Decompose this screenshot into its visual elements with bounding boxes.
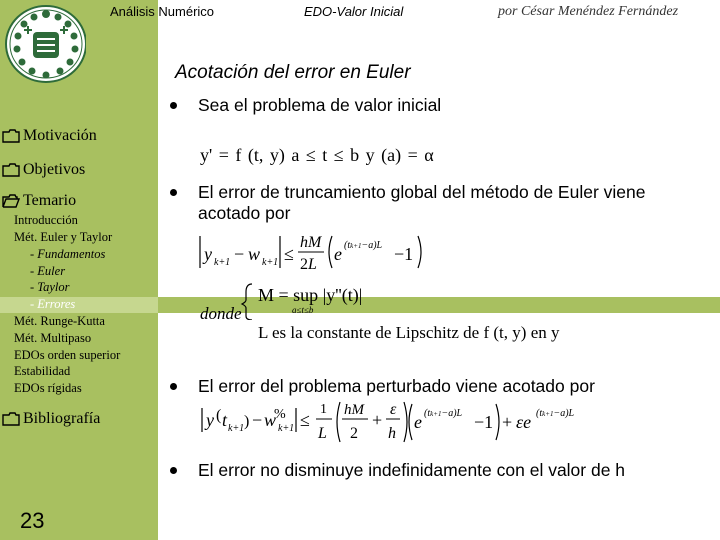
- formula-perturbed-bound: [196, 398, 596, 446]
- svg-text:(tk+1−a)L: (tk+1−a)L: [424, 408, 463, 419]
- svg-text:k+1: k+1: [228, 423, 245, 434]
- temario-introduccion[interactable]: Introducción: [14, 213, 78, 227]
- formula-ivp: y' = f (t, y) a ≤ t ≤ b y (a) = α: [200, 145, 434, 165]
- svg-text:e: e: [334, 244, 342, 264]
- nav-temario[interactable]: [2, 192, 76, 210]
- bullet-dot: [170, 102, 177, 109]
- svg-text:): ): [244, 413, 250, 430]
- svg-text:−: −: [234, 244, 245, 264]
- svg-text:y: y: [204, 244, 212, 264]
- temario-orden-superior[interactable]: EDOs orden superior: [14, 348, 121, 362]
- bullet-dot: [170, 383, 177, 390]
- temario-rigidas[interactable]: EDOs rígidas: [14, 381, 82, 395]
- svg-text:+: +: [372, 410, 383, 430]
- svg-text:ε: ε: [390, 401, 397, 418]
- folder-icon: [2, 129, 20, 143]
- svg-text:e: e: [414, 412, 422, 432]
- svg-text:L: L: [318, 425, 327, 442]
- bullet-dot: [170, 189, 177, 196]
- svg-text:h: h: [388, 425, 396, 442]
- svg-text:+: +: [502, 412, 513, 432]
- svg-text:εe: εe: [516, 412, 532, 432]
- bullet-dot: [170, 467, 177, 474]
- bullet-4: El error no disminuye indefinidamente con el valor de h: [198, 460, 626, 480]
- nav-objetivos-label: Objetivos: [23, 161, 86, 178]
- highlight-band-sidebar: [0, 297, 158, 313]
- course-title: Análisis Numérico: [110, 4, 215, 19]
- svg-text:t: t: [222, 410, 228, 430]
- temario-estabilidad[interactable]: Estabilidad: [14, 364, 71, 378]
- bullet-1: Sea el problema de valor inicial: [198, 95, 442, 115]
- temario-errores[interactable]: - Errores: [30, 297, 76, 311]
- svg-text:1: 1: [320, 402, 327, 417]
- svg-text:k+1: k+1: [278, 423, 295, 434]
- svg-text:hM: hM: [300, 234, 322, 251]
- svg-text:%: %: [274, 407, 286, 422]
- nav-bibliografia[interactable]: [2, 410, 100, 428]
- temario-runge-kutta[interactable]: Mét. Runge-Kutta: [14, 314, 105, 328]
- slide-title: Acotación del error en Euler: [175, 62, 411, 83]
- author: por César Menéndez Fernández: [498, 4, 679, 19]
- bullet-3: El error del problema perturbado viene acotado por: [198, 376, 595, 396]
- svg-text:hM: hM: [344, 402, 364, 418]
- formula-M-def: M = sup |y''(t)|: [258, 285, 363, 305]
- svg-text:−: −: [252, 410, 263, 430]
- formula-euler-bound: [196, 230, 436, 274]
- formula-L-def: L es la constante de Lipschitz de f (t, y) en y: [258, 323, 560, 342]
- svg-text:w: w: [248, 244, 261, 264]
- temario-euler[interactable]: - Euler: [30, 264, 66, 278]
- svg-text:2: 2: [350, 425, 358, 442]
- svg-text:−1: −1: [394, 244, 414, 264]
- svg-text:2L: 2L: [300, 256, 317, 273]
- open-folder-icon: [2, 194, 20, 208]
- svg-text:w: w: [264, 410, 277, 430]
- svg-text:k+1: k+1: [214, 257, 231, 268]
- svg-text:≤: ≤: [284, 244, 294, 264]
- nav-motivacion-label: Motivación: [23, 127, 97, 144]
- folder-icon: [2, 163, 20, 177]
- nav-motivacion[interactable]: [2, 127, 97, 145]
- svg-text:−1: −1: [474, 412, 494, 432]
- nav-objetivos[interactable]: [2, 161, 85, 179]
- temario-taylor[interactable]: - Taylor: [30, 280, 70, 294]
- university-logo: [2, 2, 86, 84]
- temario-multipaso[interactable]: Mét. Multipaso: [14, 331, 92, 345]
- temario-fundamentos[interactable]: - Fundamentos: [30, 247, 106, 261]
- page-number: 23: [20, 508, 45, 533]
- svg-text:≤: ≤: [300, 410, 310, 430]
- nav-bibliografia-label: Bibliografía: [23, 410, 101, 427]
- nav-temario-label: Temario: [23, 192, 77, 209]
- svg-text:(: (: [216, 407, 222, 424]
- folder-icon: [2, 412, 20, 426]
- chapter-title: EDO-Valor Inicial: [304, 4, 404, 19]
- temario-euler-taylor[interactable]: Mét. Euler y Taylor: [14, 230, 113, 244]
- svg-text:(tk+1−a)L: (tk+1−a)L: [536, 408, 575, 419]
- svg-text:y: y: [206, 410, 214, 430]
- bullet-2: El error de truncamiento global del método de Euler viene acotado por: [198, 182, 646, 223]
- formula-donde: donde: [200, 304, 242, 323]
- svg-text:(tk+1−a)L: (tk+1−a)L: [344, 240, 383, 251]
- svg-text:k+1: k+1: [262, 257, 279, 268]
- formula-sup-subscript: a≤t≤b: [292, 305, 314, 315]
